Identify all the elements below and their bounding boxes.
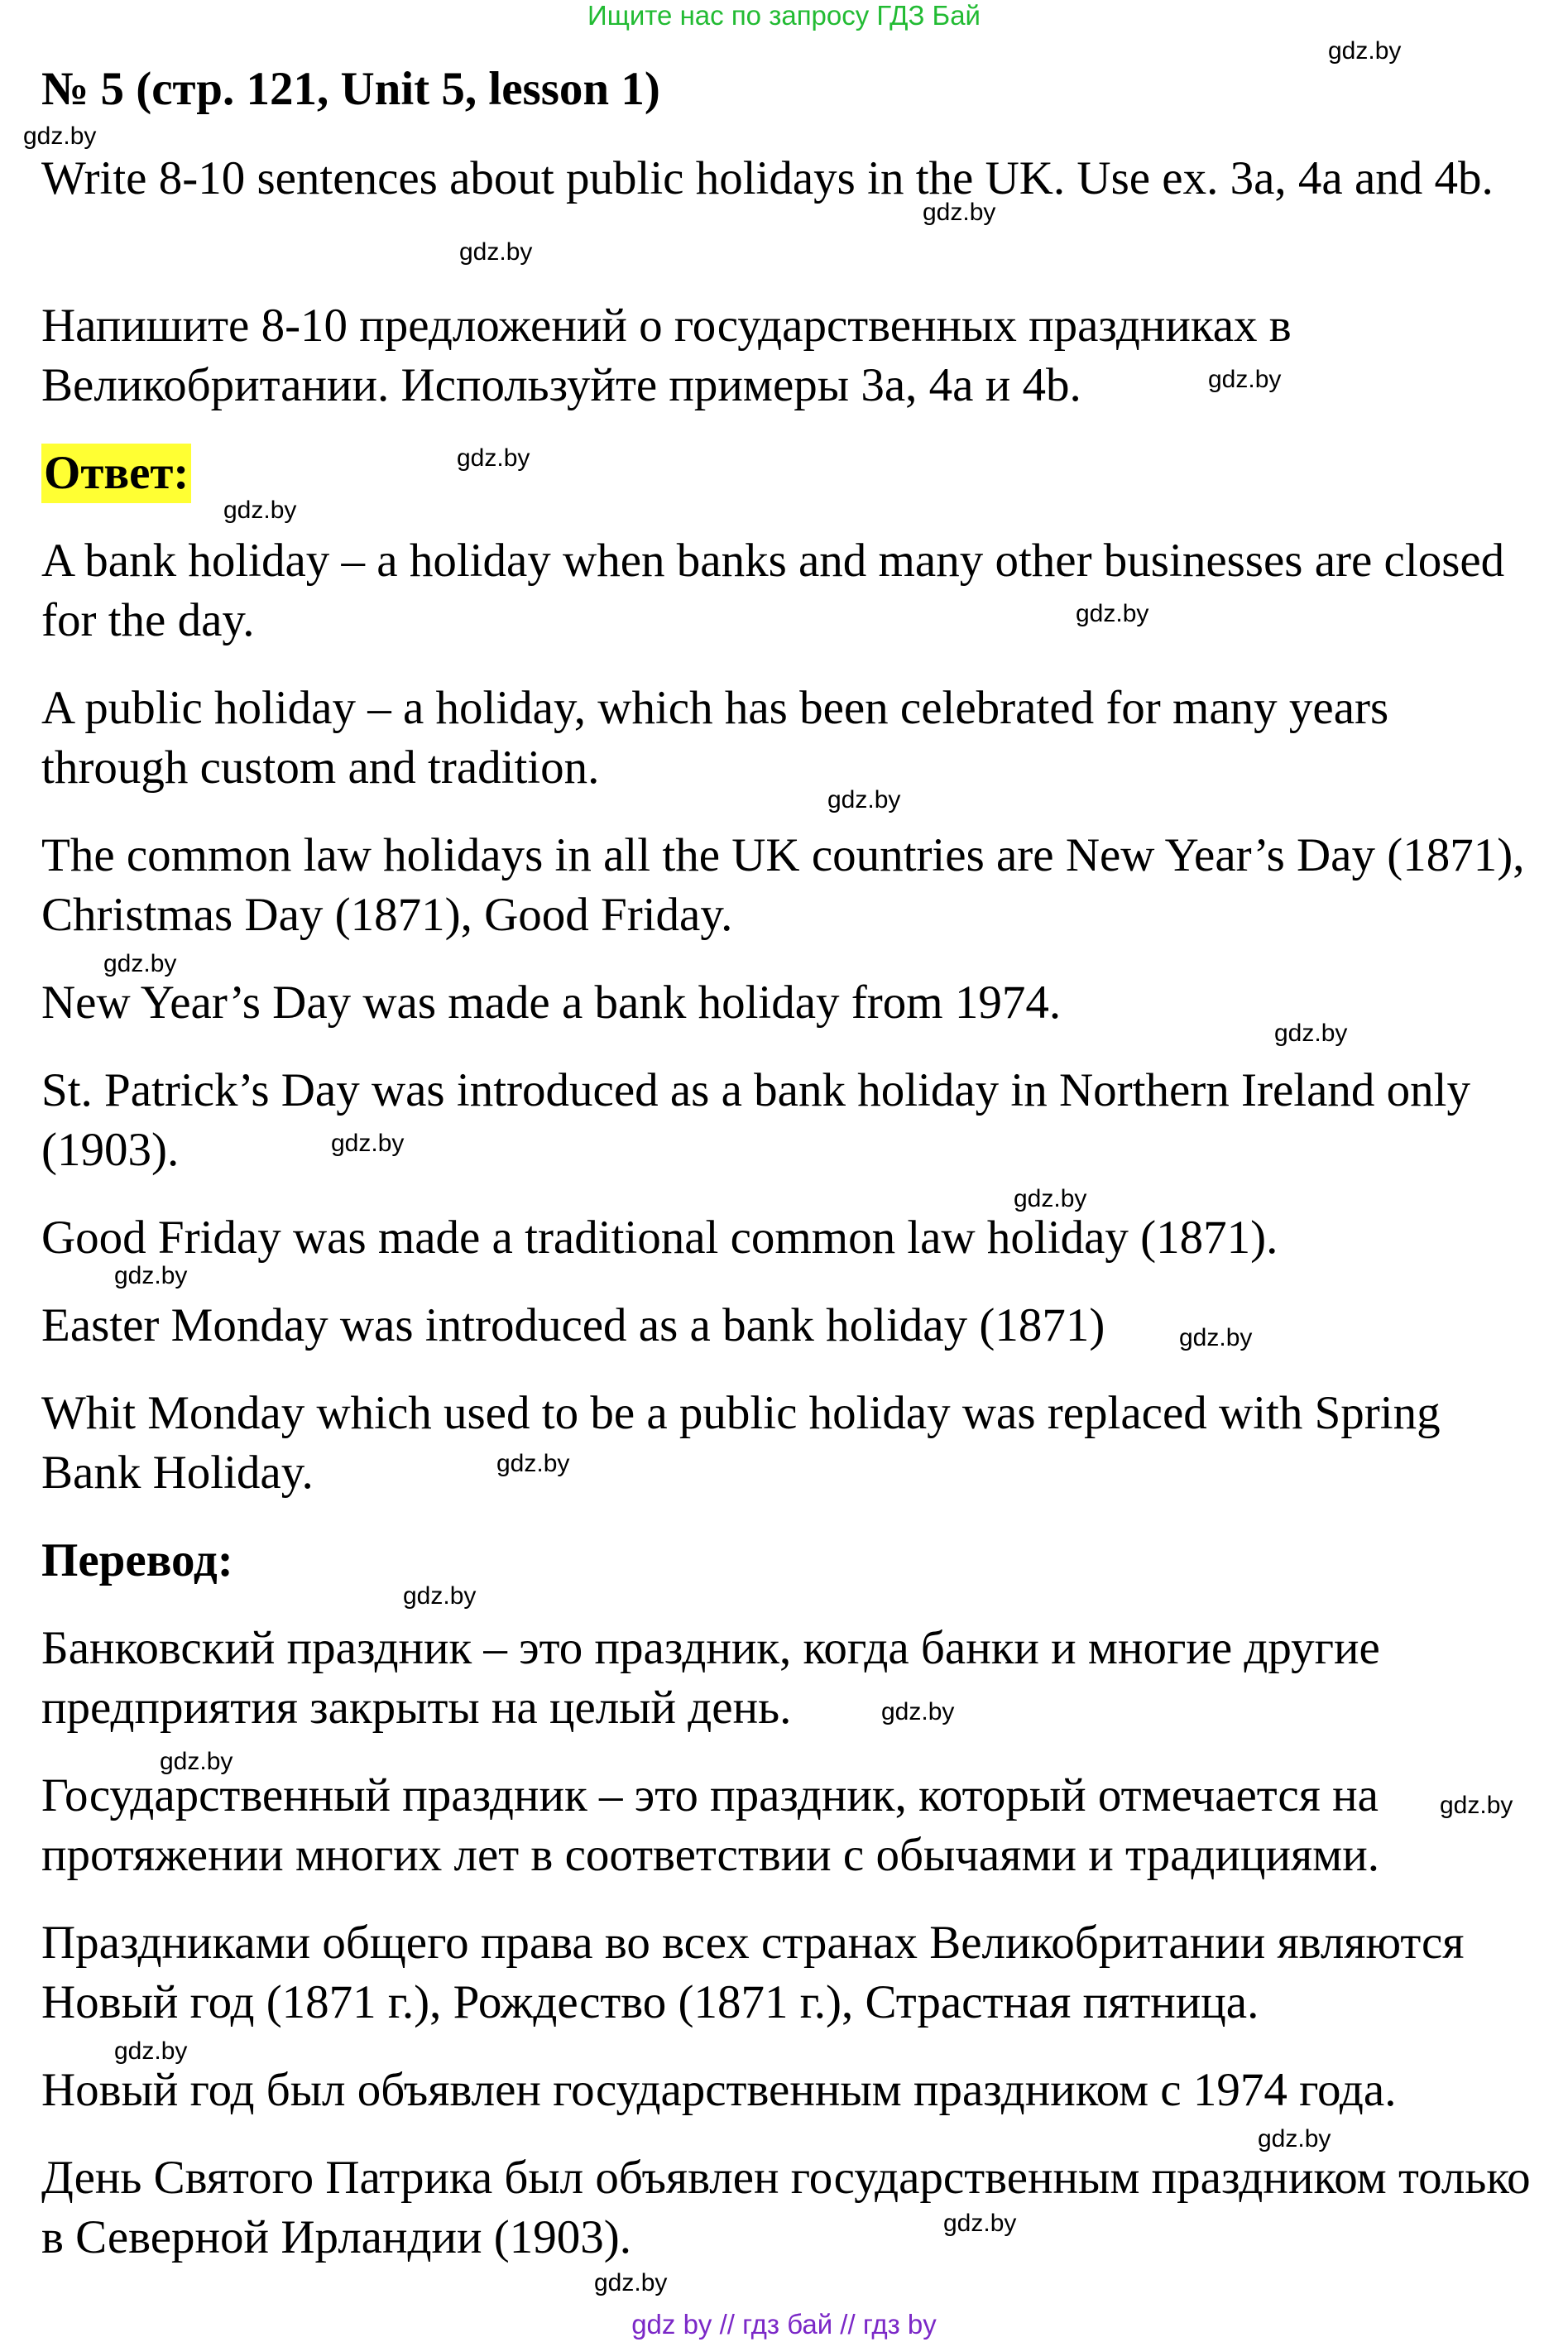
answer-paragraph: Easter Monday was introduced as a bank holiday (1871) <box>41 1299 1105 1351</box>
watermark: gdz.by <box>827 786 901 813</box>
translation-paragraph: Новый год был объявлен государственным праздником с 1974 года. <box>41 2064 1397 2116</box>
watermark: gdz.by <box>403 1582 477 1610</box>
watermark: gdz.by <box>1328 37 1402 65</box>
translation-paragraph: Банковский праздник – это праздник, когда банки и многие другие предприятия закрыты на целый день. <box>41 1622 1380 1734</box>
watermark: gdz.by <box>459 238 533 266</box>
watermark: gdz.by <box>943 2210 1017 2237</box>
answer-paragraph: A public holiday – a holiday, which has been celebrated for many years through custom and tradition. <box>41 682 1389 794</box>
watermark: gdz.by <box>594 2269 668 2296</box>
task-russian: Напишите 8-10 предложений о государственных праздниках в Великобритании. Используйте примеры 3a, 4a и 4b. <box>41 300 1292 411</box>
watermark: gdz.by <box>160 1748 233 1775</box>
watermark: gdz.by <box>1274 1020 1348 1047</box>
bottom-banner: gdz by // гдз бай // гдз by <box>631 2309 937 2340</box>
answer-paragraph: St. Patrick’s Day was introduced as a bank holiday in Northern Ireland only (1903). <box>41 1064 1471 1176</box>
watermark: gdz.by <box>1076 600 1149 627</box>
watermark: gdz.by <box>23 122 97 150</box>
watermark: gdz.by <box>457 444 530 472</box>
answer-paragraph: The common law holidays in all the UK countries are New Year’s Day (1871), Christmas Day (1871), Good Friday. <box>41 829 1525 941</box>
translation-label: Перевод: <box>41 1534 233 1586</box>
translation-paragraph: Государственный праздник – это праздник, который отмечается на протяжении многих лет в соответствии с обычаями и традициями. <box>41 1769 1379 1881</box>
watermark: gdz.by <box>1014 1185 1087 1212</box>
watermark: gdz.by <box>114 1262 188 1289</box>
watermark: gdz.by <box>1208 366 1282 393</box>
page-title: № 5 (стр. 121, Unit 5, lesson 1) <box>41 63 660 115</box>
task-english: Write 8-10 sentences about public holidays in the UK. Use ex. 3a, 4a and 4b. <box>41 152 1494 204</box>
watermark: gdz.by <box>1440 1792 1513 1819</box>
watermark: gdz.by <box>114 2037 188 2065</box>
answer-paragraph: Whit Monday which used to be a public holiday was replaced with Spring Bank Holiday. <box>41 1387 1441 1499</box>
answer-label: Ответ: <box>41 444 191 503</box>
translation-paragraph: День Святого Патрика был объявлен государственным праздником только в Северной Ирландии (1903). <box>41 2152 1531 2263</box>
watermark: gdz.by <box>881 1698 955 1725</box>
answer-paragraph: New Year’s Day was made a bank holiday from 1974. <box>41 977 1062 1029</box>
watermark: gdz.by <box>1179 1324 1253 1351</box>
watermark: gdz.by <box>223 497 297 524</box>
watermark: gdz.by <box>923 199 996 226</box>
watermark: gdz.by <box>331 1130 405 1157</box>
translation-paragraph: Праздниками общего права во всех странах Великобритании являются Новый год (1871 г.), Рождество (1871 г.), Страстная пятница. <box>41 1917 1465 2028</box>
answer-paragraph: A bank holiday – a holiday when banks and many other businesses are closed for the day. <box>41 535 1505 646</box>
answer-paragraph: Good Friday was made a traditional common law holiday (1871). <box>41 1212 1278 1264</box>
watermark: gdz.by <box>103 950 177 977</box>
top-banner: Ищите нас по запросу ГДЗ Бай <box>587 0 981 31</box>
watermark: gdz.by <box>496 1450 570 1477</box>
watermark: gdz.by <box>1258 2125 1331 2152</box>
